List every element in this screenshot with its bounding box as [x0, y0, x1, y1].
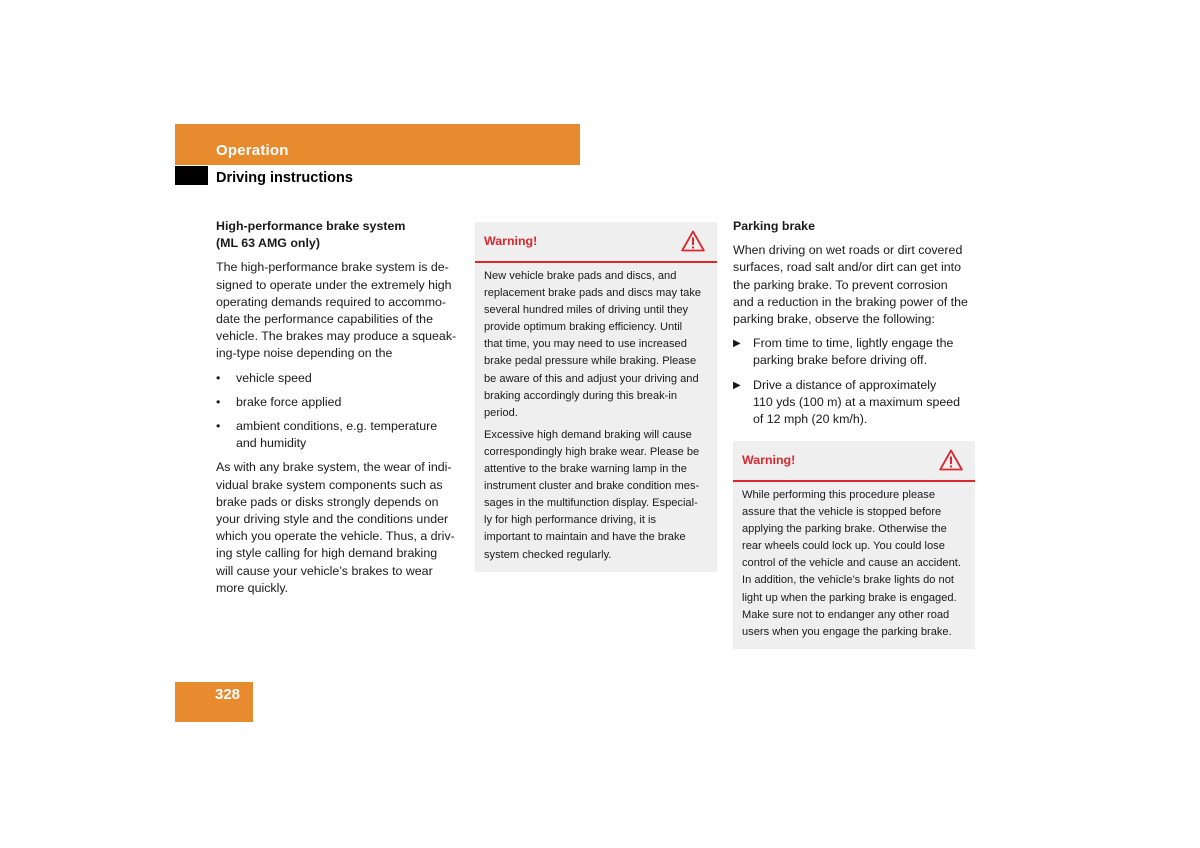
list-item: ▶ From time to time, lightly engage the parking brake before driving off.: [733, 336, 954, 368]
list-item: • vehicle speed: [216, 370, 462, 387]
warning-paragraph: New vehicle brake pads and discs, and replacement brake pads and discs may take several hundred miles of driving until they provide optimum braking efficiency. Until that time, you may need to use increased brake pedal pressure while braking. Please be aware of this and adjust your driving and braking accordingly during this break-in period.: [484, 270, 702, 419]
bullet-icon: •: [216, 419, 221, 434]
brake-system-intro: The high-performance brake system is de- signed to operate under the extremely high operating demands required to accommo- date the performance capabilities of the vehicle. The brakes may produce a squeak- ing-type noise depending on the: [216, 260, 457, 361]
warning-paragraph: While performing this procedure please assure that the vehicle is stopped before applying the parking brake. Otherwise the rear wheels could lock up. You could lose control of the vehicle and cause an accident. In addition, the vehicle’s brake lights do not light up when the parking brake is engaged. Make sure not to endanger any other road users when you engage the parking brake.: [742, 489, 961, 638]
warning-body: [733, 482, 975, 649]
parking-brake-intro: When driving on wet roads or dirt covered surfaces, road salt and/or dirt can get into the parking brake. To prevent corrosion and a reduction in the braking power of the parking brake, observe the following:: [733, 243, 968, 327]
page-number: 328: [215, 686, 241, 703]
subsection-title: Driving instructions: [216, 170, 353, 186]
bullet-icon: •: [216, 370, 221, 385]
warning-triangle-icon: [681, 230, 705, 252]
warning-header: [475, 222, 717, 263]
right-column: [733, 218, 979, 435]
step-arrow-icon: ▶: [733, 338, 741, 350]
section-title: Operation: [216, 142, 289, 159]
warning-triangle-icon: [939, 449, 963, 471]
noise-factor-list: [216, 370, 462, 453]
brake-system-heading: High-performance brake system (ML 63 AMG only): [216, 219, 406, 251]
page-number-box: [175, 682, 253, 722]
list-item: ▶ Drive a distance of approximately 110 yds (100 m) at a maximum speed of 12 mph (20 km/h).: [733, 377, 961, 427]
warning-label: Warning!: [742, 453, 796, 467]
brake-break-in-warning: [475, 222, 717, 572]
warning-paragraph: Excessive high demand braking will cause correspondingly high brake wear. Please be attentive to the brake warning lamp in the instrument cluster and brake condition mes- sages in the multifunction display. Especial- ly for high performance driving, it is important to maintain and have the brake system checked regularly.: [484, 428, 700, 561]
list-item: • brake force applied: [216, 394, 462, 411]
bullet-icon: •: [216, 394, 221, 409]
warning-label: Warning!: [484, 234, 538, 248]
step-arrow-icon: ▶: [733, 379, 741, 391]
parking-brake-steps: [733, 335, 979, 428]
warning-body: [475, 263, 717, 572]
left-column: [216, 218, 462, 604]
warning-header: [733, 441, 975, 482]
parking-brake-warning: [733, 441, 975, 649]
brake-wear-paragraph: As with any brake system, the wear of indi- vidual brake system components such as brake pads or disks strongly depends on your driving style and the conditions under which you operate the vehicle. Thus, a driv- ing style calling for high demand braking will cause your vehicle’s brakes to wear more quickly.: [216, 460, 455, 595]
section-tab-marker: [175, 166, 208, 185]
parking-brake-heading: Parking brake: [733, 219, 815, 233]
list-item: • ambient conditions, e.g. temperature and humidity: [216, 419, 438, 451]
